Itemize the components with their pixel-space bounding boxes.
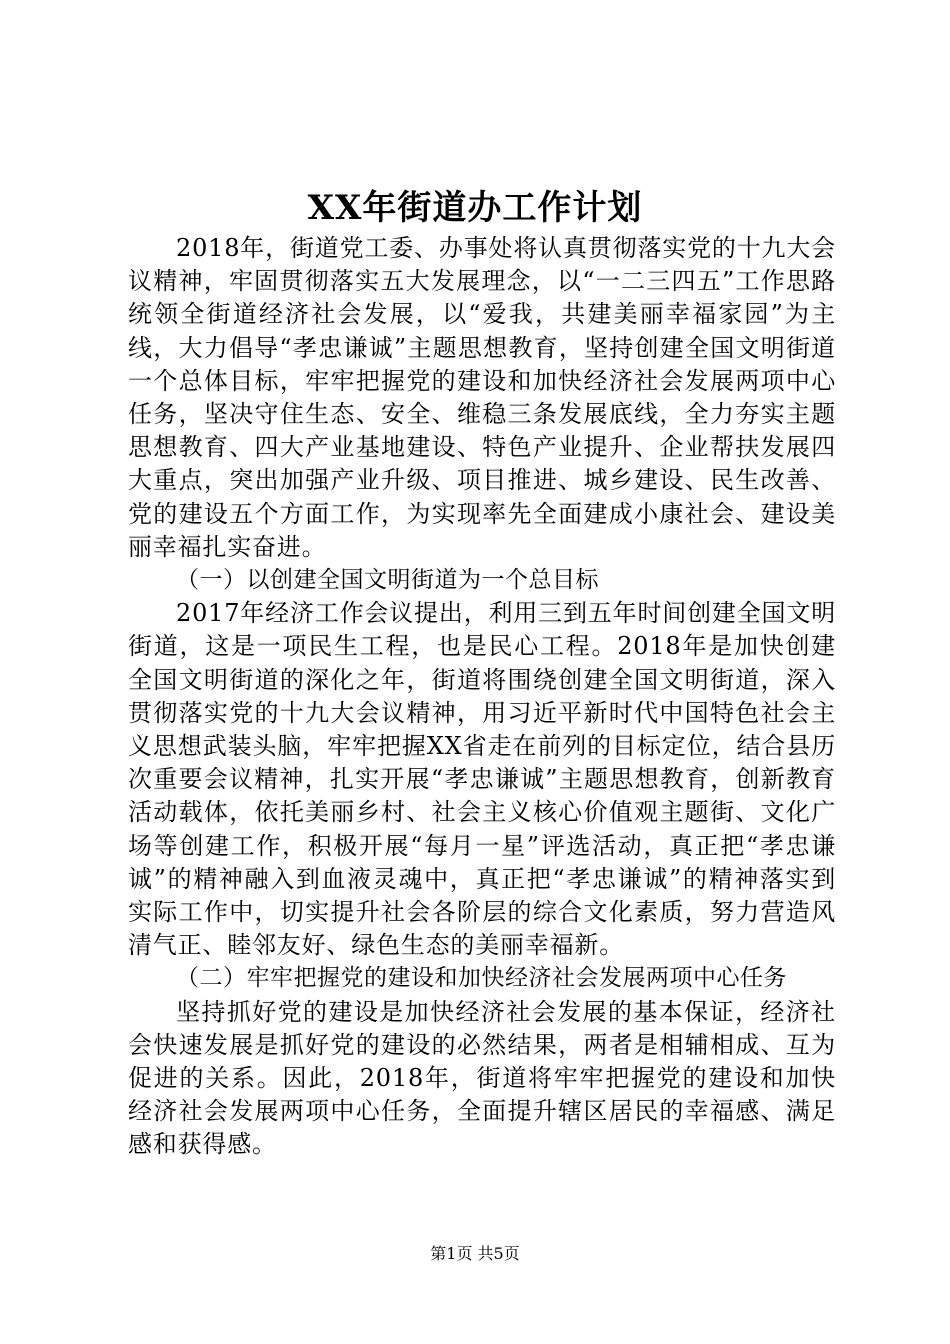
page-number-footer: 第1页 共5页 (430, 1244, 520, 1263)
document-body (128, 232, 836, 1162)
document-title: XX年街道办工作计划 (307, 188, 643, 228)
section-heading-1: （一）以创建全国文明街道为一个总目标 (176, 567, 599, 594)
section-heading-2: （二）牢牢把握党的建设和加快经济社会发展两项中心任务 (176, 965, 787, 992)
section-2-paragraph: 坚持抓好党的建设是加快经济社会发展的基本保证，经济社会快速发展是抓好党的建设的必然结果，两者是相辅相成、互为促进的关系。因此，2018年，街道将牢牢把握党的建设和加快经济社会发展两项中心任务，全面提升辖区居民的幸福感、满足感和获得感。 (128, 997, 836, 1159)
section-1-paragraph: 2017年经济工作会议提出，利用三到五年时间创建全国文明街道，这是一项民生工程，也是民心工程。2018年是加快创建全国文明街道的深化之年，街道将围绕创建全国文明街道，深入贯彻落实党的十九大会议精神，用习近平新时代中国特色社会主义思想武装头脑，牢牢把握XX省走在前列的目标定位，结合县历次重要会议精神，扎实开展“孝忠谦诚”主题思想教育，创新教育活动载体，依托美丽乡村、社会主义核心价值观主题街、文化广场等创建工作，积极开展“每月一星”评选活动，真正把“孝忠谦诚”的精神融入到血液灵魂中，真正把“孝忠谦诚”的精神落实到实际工作中，切实提升社会各阶层的综合文化素质，努力营造风清气正、睦邻友好、绿色生态的美丽幸福新。 (128, 599, 836, 960)
intro-paragraph: 2018年，街道党工委、办事处将认真贯彻落实党的十九大会议精神，牢固贯彻落实五大发展理念，以“一二三四五”工作思路统领全街道经济社会发展，以“爱我，共建美丽幸福家园”为主线，大力倡导“孝忠谦诚”主题思想教育，坚持创建全国文明街道一个总体目标，牢牢把握党的建设和加快经济社会发展两项中心任务，坚决守住生态、安全、维稳三条发展底线，全力夯实主题思想教育、四大产业基地建设、特色产业提升、企业帮扶发展四大重点，突出加强产业升级、项目推进、城乡建设、民生改善、党的建设五个方面工作，为实现率先全面建成小康社会、建设美丽幸福扎实奋进。 (128, 234, 836, 561)
